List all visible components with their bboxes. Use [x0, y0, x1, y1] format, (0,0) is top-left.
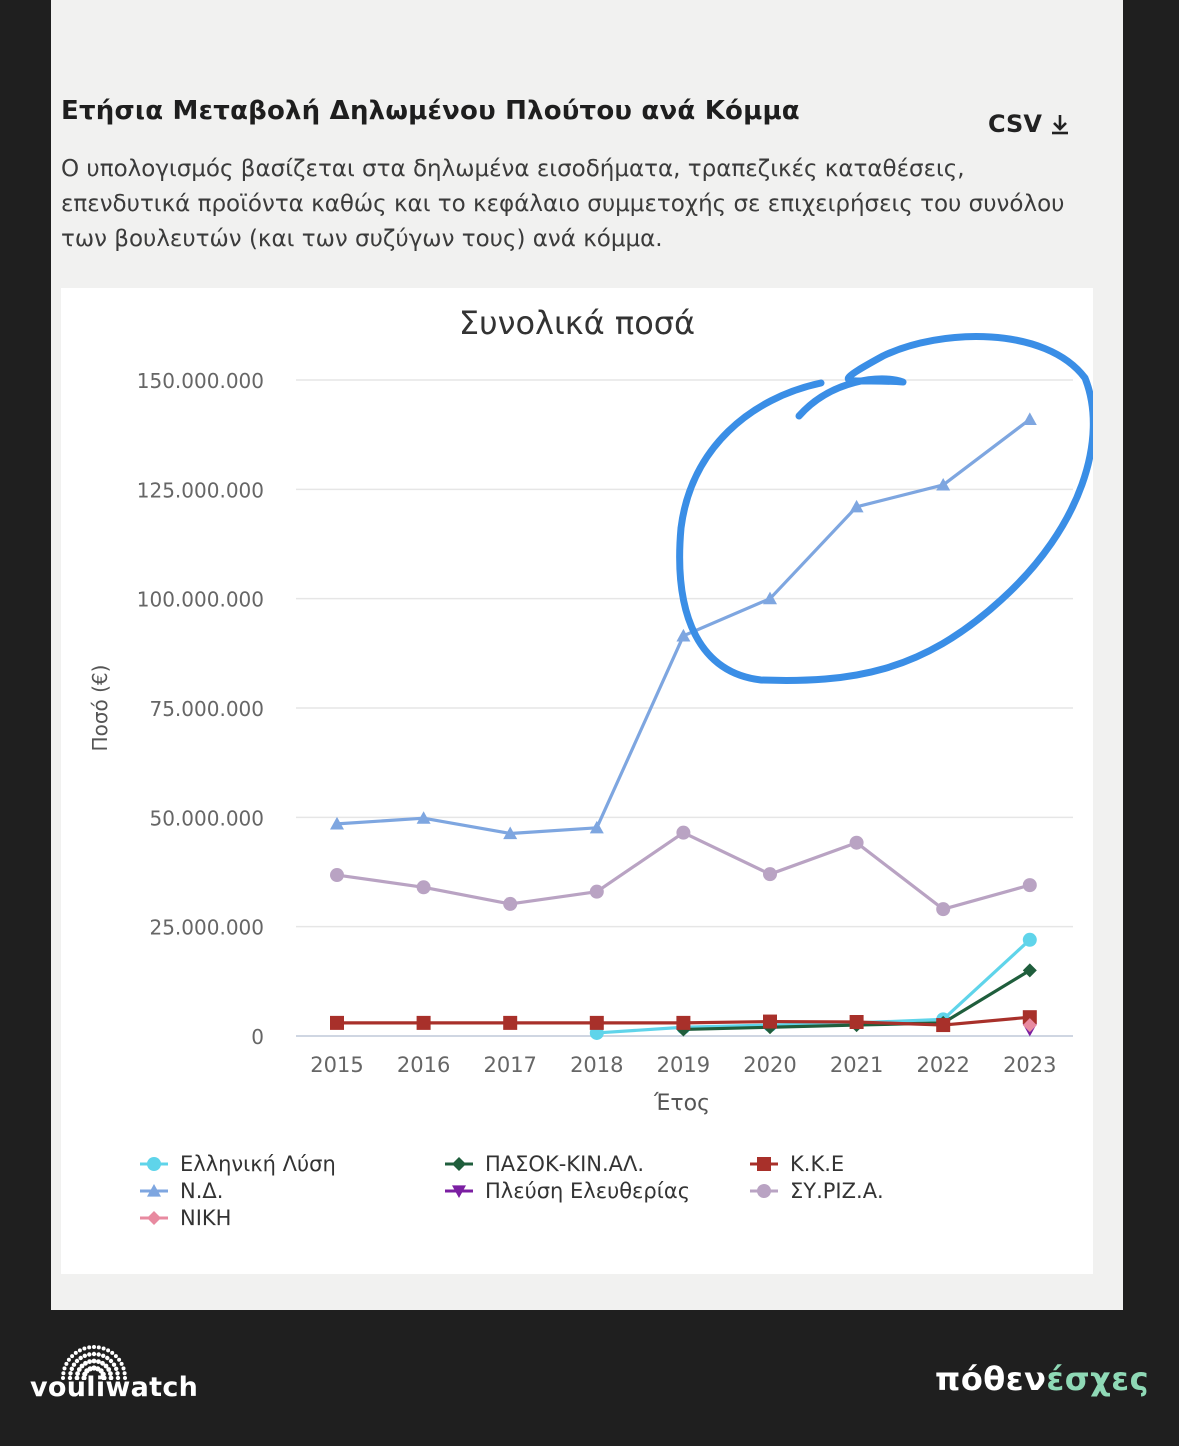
emblem-dot — [106, 1348, 110, 1352]
legend-label: Ελληνική Λύση — [180, 1152, 336, 1176]
emblem-dot — [82, 1347, 86, 1351]
emblem-dot — [83, 1361, 88, 1366]
legend-label: ΣΥ.ΡΙΖ.Α. — [790, 1179, 884, 1203]
y-tick-label: 125.000.000 — [136, 478, 264, 503]
data-point[interactable] — [763, 1015, 777, 1029]
data-point[interactable] — [590, 1016, 604, 1030]
x-tick-label: 2019 — [656, 1053, 711, 1077]
legend-item[interactable] — [748, 1179, 884, 1203]
data-point[interactable] — [417, 1016, 431, 1030]
x-tick-label: 2015 — [310, 1053, 364, 1077]
emblem-dot — [87, 1359, 92, 1364]
data-point[interactable] — [1023, 963, 1037, 977]
legend-item[interactable] — [138, 1206, 231, 1230]
y-tick-label: 150.000.000 — [136, 369, 264, 393]
data-point[interactable] — [936, 1018, 950, 1032]
emblem-dot — [97, 1345, 101, 1349]
legend-symbol — [748, 1154, 780, 1174]
data-point[interactable] — [1023, 412, 1037, 425]
emblem-dot — [105, 1356, 109, 1360]
emblem-dot — [112, 1363, 116, 1367]
data-point[interactable] — [850, 1015, 864, 1029]
pothen-esxes-logo — [935, 1360, 1149, 1398]
x-tick-label: 2023 — [1003, 1053, 1057, 1077]
data-point[interactable] — [763, 867, 777, 881]
emblem-dot — [83, 1354, 87, 1358]
legend-symbol — [138, 1154, 170, 1174]
data-point[interactable] — [676, 826, 690, 840]
emblem-dot — [120, 1362, 124, 1366]
emblem-dot — [101, 1354, 105, 1358]
emblem-dot — [92, 1352, 96, 1356]
legend-item[interactable] — [443, 1179, 690, 1203]
legend-label: ΠΑΣΟΚ-ΚΙΝ.ΑΛ. — [485, 1152, 645, 1176]
emblem-dot — [87, 1352, 91, 1356]
emblem-dot — [75, 1359, 79, 1363]
csv-download-button[interactable] — [988, 110, 1070, 138]
legend-item[interactable] — [138, 1179, 223, 1203]
chart-legend — [138, 1150, 1038, 1240]
emblem-dot — [109, 1359, 113, 1363]
x-tick-label: 2016 — [396, 1053, 451, 1077]
axis-ticks — [137, 369, 1057, 1077]
data-point[interactable] — [590, 885, 604, 899]
legend-symbol — [138, 1181, 170, 1201]
emblem-dot — [72, 1363, 76, 1367]
y-tick-label: 100.000.000 — [136, 587, 264, 612]
x-axis-label: Έτος — [653, 1091, 711, 1116]
card-description: Ο υπολογισμός βασίζεται στα δηλωμένα εισοδήματα, τραπεζικές καταθέσεις, επενδυτικά προϊόντα καθώς και το κεφάλαιο συμμετοχής σε επιχειρήσεις του συνόλου των βουλευτών (και των συζύγων τους) ανά κόμμα. — [61, 156, 1065, 252]
emblem-dot — [92, 1359, 97, 1364]
x-tick-label: 2017 — [483, 1053, 537, 1077]
data-point[interactable] — [1023, 933, 1037, 947]
y-tick-label: 50.000.000 — [149, 806, 264, 831]
emblem-dot — [67, 1358, 71, 1362]
emblem-dot — [114, 1354, 118, 1358]
emblem-dot — [114, 1367, 118, 1371]
highlight-circle-annotation — [680, 337, 1093, 681]
y-tick-label: 0 — [251, 1025, 264, 1049]
download-icon — [1050, 113, 1070, 135]
data-point[interactable] — [417, 880, 431, 894]
x-tick-label: 2018 — [570, 1053, 624, 1077]
legend-marker — [757, 1157, 771, 1171]
data-point[interactable] — [936, 902, 950, 916]
data-point[interactable] — [676, 1016, 690, 1030]
legend-marker — [757, 1184, 771, 1198]
series-line — [597, 940, 1030, 1033]
logo-accent-text: έσχες — [1046, 1360, 1150, 1398]
legend-item[interactable] — [138, 1152, 336, 1176]
series-line — [337, 833, 1030, 910]
card-title: Ετήσια Μεταβολή Δηλωμένου Πλούτου ανά Κόμμα — [61, 96, 800, 126]
series-Ν.Δ. — [330, 412, 1037, 839]
emblem-dot — [70, 1367, 74, 1371]
legend-symbol — [443, 1154, 475, 1174]
legend-label: Ν.Δ. — [180, 1179, 224, 1203]
legend-symbol — [443, 1181, 475, 1201]
emblem-dot — [110, 1351, 114, 1355]
x-tick-label: 2022 — [916, 1053, 970, 1077]
data-point[interactable] — [503, 1016, 517, 1030]
y-tick-label: 25.000.000 — [149, 915, 264, 940]
legend-marker — [452, 1157, 466, 1171]
data-point[interactable] — [330, 868, 344, 882]
emblem-dot — [102, 1347, 106, 1351]
logo-main-text: πόθεν — [935, 1360, 1047, 1398]
legend-label: ΝΙΚΗ — [180, 1206, 232, 1230]
emblem-dot — [78, 1348, 82, 1352]
vouliwatch-wordmark: vouliwatch — [30, 1372, 199, 1403]
legend-item[interactable] — [443, 1152, 644, 1176]
legend-marker — [147, 1211, 161, 1225]
chart-title: Συνολικά ποσά — [458, 304, 696, 342]
line-chart — [61, 288, 1093, 1138]
x-tick-label: 2021 — [829, 1053, 884, 1077]
y-tick-label: 75.000.000 — [149, 697, 264, 721]
legend-symbol — [748, 1181, 780, 1201]
emblem-dot — [117, 1358, 121, 1362]
emblem-dot — [63, 1366, 67, 1370]
series-ΣΥ.ΡΙΖ.Α. — [330, 826, 1037, 917]
emblem-dot — [97, 1352, 101, 1356]
x-tick-label: 2020 — [743, 1053, 797, 1077]
y-axis-label: Ποσό (€) — [88, 664, 112, 752]
legend-label: Πλεύση Ελευθερίας — [485, 1179, 691, 1203]
chart-area — [61, 288, 1093, 1274]
data-point[interactable] — [503, 897, 517, 911]
data-point[interactable] — [850, 836, 864, 850]
emblem-dot — [87, 1345, 91, 1349]
legend-label: Κ.Κ.Ε — [790, 1152, 845, 1176]
emblem-dot — [74, 1351, 78, 1355]
data-point[interactable] — [1023, 878, 1037, 892]
data-point[interactable] — [330, 1016, 344, 1030]
legend-symbol — [138, 1208, 170, 1228]
legend-item[interactable] — [748, 1152, 844, 1176]
csv-label: CSV — [988, 110, 1042, 138]
legend-marker — [147, 1157, 161, 1171]
emblem-dot — [122, 1366, 126, 1370]
emblem-dot — [92, 1345, 96, 1349]
series-line — [337, 419, 1030, 833]
emblem-dot — [64, 1362, 68, 1366]
gridlines — [296, 380, 1073, 1036]
emblem-dot — [70, 1354, 74, 1358]
emblem-dot — [96, 1359, 101, 1364]
emblem-dot — [79, 1356, 83, 1360]
vouliwatch-logo — [30, 1340, 210, 1420]
